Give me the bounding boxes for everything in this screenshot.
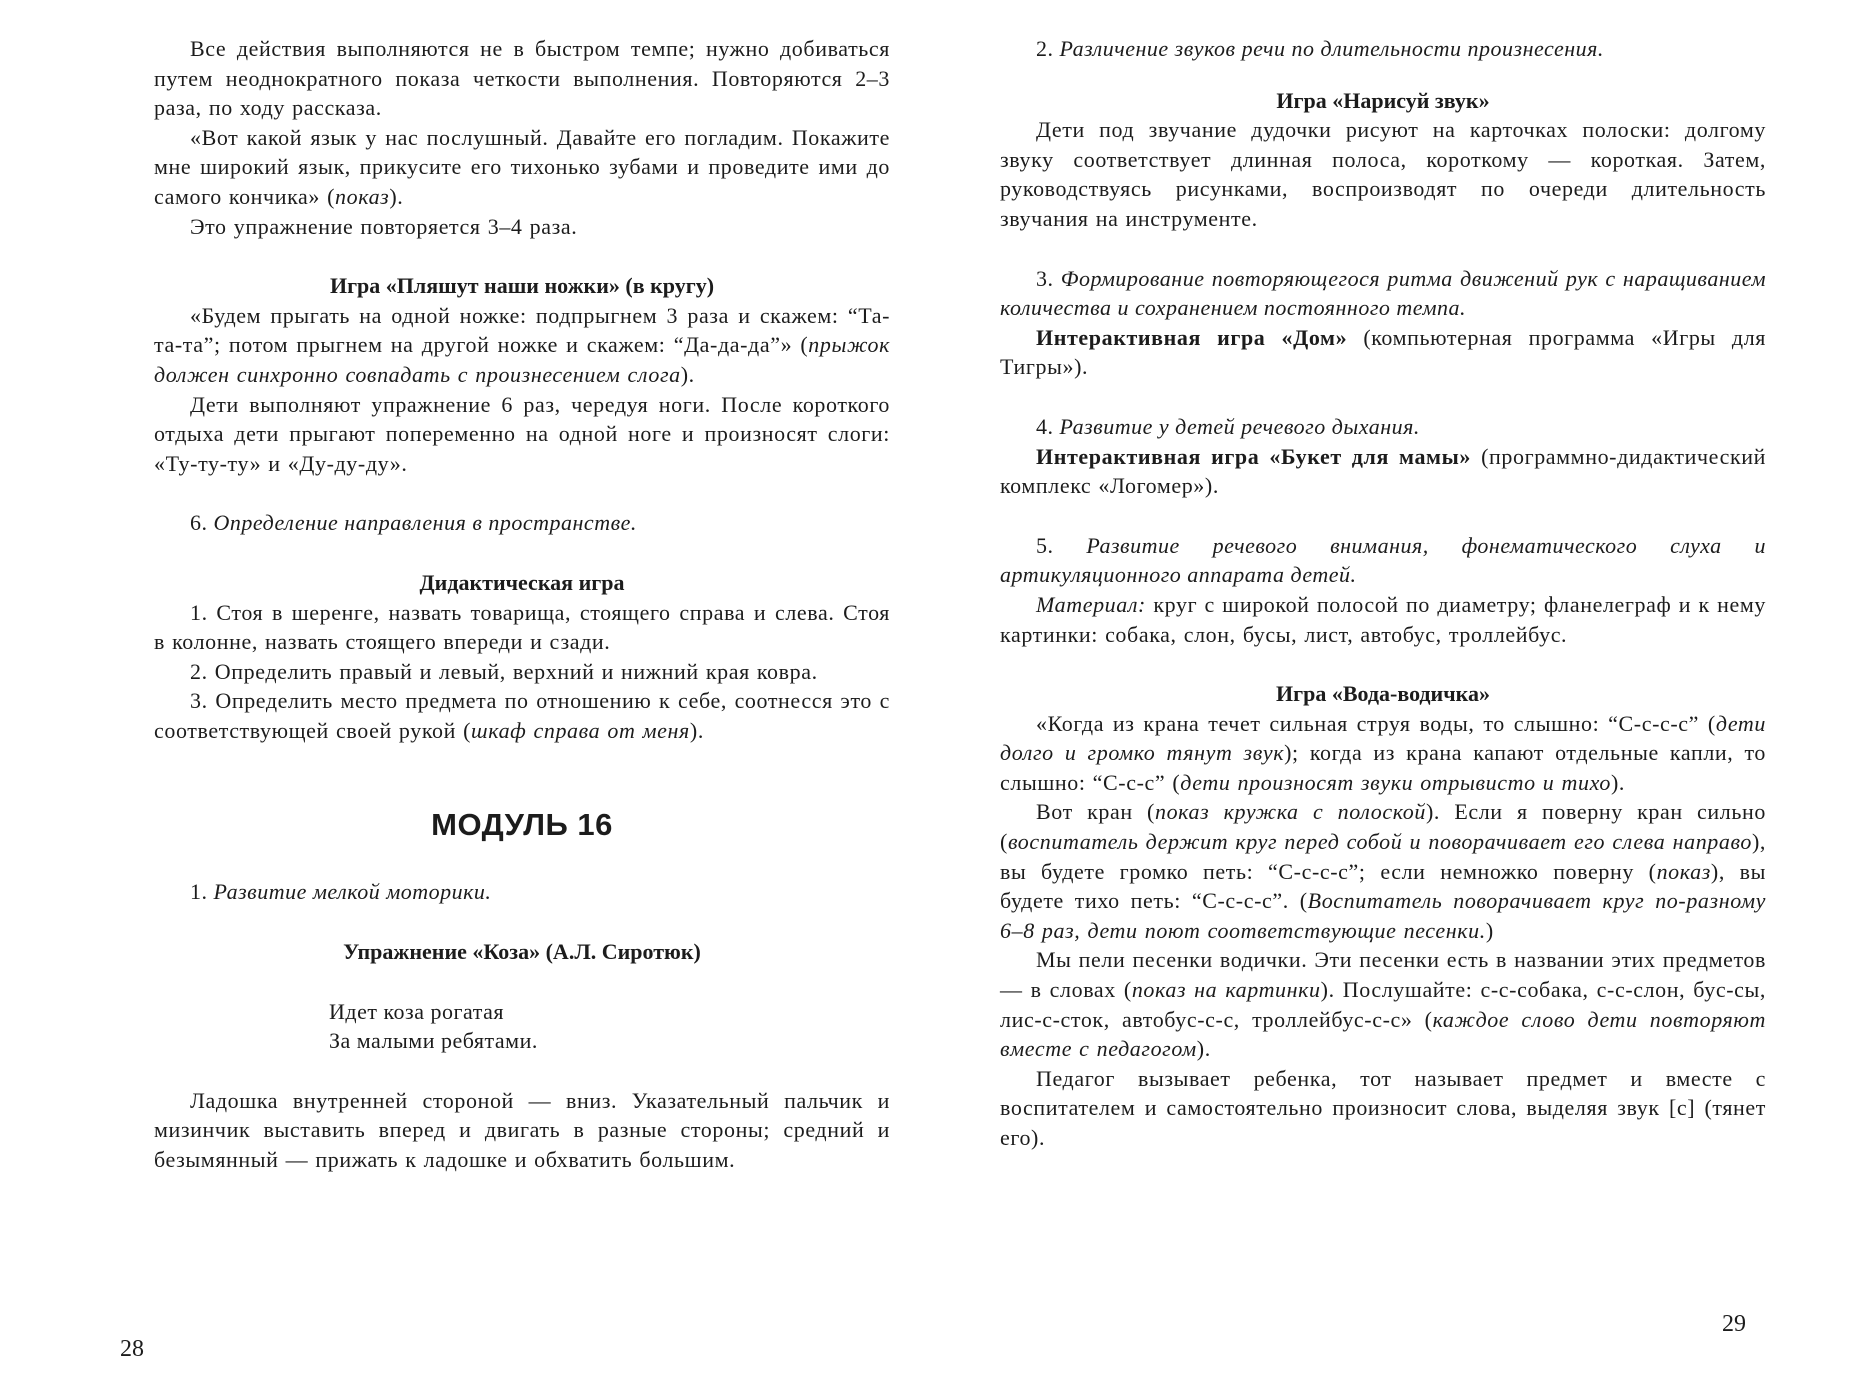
game-title-dancing-feet: Игра «Пляшут наши ножки» (в кругу) [329,273,715,299]
section-title: Развитие мелкой моторики. [213,879,492,905]
left-paragraph-1: Все действия выполняются не в быстром темпе; нужно добиваться путем неоднократного показа четкости выполнения. Повторяются 2–3 раза, по ходу рассказа. [154,36,890,121]
section-number: 1. [190,879,208,905]
right-paragraph-2 [1000,709,1766,798]
bold-run: Интерактивная игра «Дом» [1036,324,1348,350]
game-title-water: Игра «Вода-водичка» [1276,681,1490,707]
page-number-left: 28 [120,1336,144,1362]
text-run: «Вот какой язык у нас послушный. Давайте его погладим. Покажите мне широкий язык, прикусите его тихонько зубами и проведите ими до самого кончика» ( [154,124,890,209]
section-title: Развитие у детей речевого дыхания. [1059,413,1420,439]
italic-run: показ [335,183,390,209]
italic-run: показ [1656,858,1711,884]
section-number: 6. [190,510,208,536]
section-title: Различение звуков речи по длительности произнесения. [1059,36,1604,61]
text-run: ). [1610,769,1626,795]
italic-run: каждое слово дети повторяют вместе с педагогом [1000,1006,1766,1062]
right-paragraph-5: Педагог вызывает ребенка, тот называет предмет и вместе с воспитателем и самостоятельно произносит слова, выделяя звук [с] (тянет его). [1000,1065,1766,1150]
section-title: Формирование повторяющегося ритма движений рук с наращиванием количества и сохранением постоянного темпа. [1000,265,1766,321]
section-number: 3. [1036,265,1054,291]
section-3-heading [1000,264,1766,323]
text-run: Вот кран ( [1036,799,1155,825]
section-number: 5. [1036,532,1054,558]
list-item-1: 1. Стоя в шеренге, назвать товарища, стоящего справа и слева. Стоя в колонне, назвать стоящего впереди и сзади. [154,599,890,655]
italic-run: Материал: [1036,591,1146,617]
italic-run: показ кружка с полоской [1154,799,1426,825]
italic-run: шкаф справа от меня [471,717,690,743]
section-title: Определение направления в пространстве. [213,510,637,536]
interactive-game-house [1000,323,1766,382]
module-section-1-heading [154,877,890,907]
section-5-heading [1000,531,1766,590]
section-2-heading [1000,34,1766,64]
italic-run: дети произносят звуки отрывисто и тихо [1180,769,1611,795]
module-title: МОДУЛЬ 16 [431,807,613,843]
text-run: ); когда из крана капают отдельные капли, то слышно: “С-с-с” ( [1000,740,1766,795]
right-paragraph-3 [1000,797,1766,945]
game-title-didactic: Дидактическая игра [419,569,625,595]
section-6-heading [154,508,890,538]
interactive-game-bouquet [1000,442,1766,501]
list-item-3 [154,686,890,745]
italic-run: показ на картинки [1131,977,1321,1003]
game-title-draw-sound: Игра «Нарисуй звук» [1276,87,1490,113]
italic-run: прыжок должен синхронно совпадать с произнесением слога [154,332,890,387]
italic-run: воспитатель держит круг перед собой и поворачивает его слева направо [1007,829,1752,855]
left-paragraph-3: Это упражнение повторяется 3–4 раза. [190,213,578,239]
text-run: ). Если я поверну кран сильно ( [1000,799,1766,855]
text-run: ). [680,361,695,387]
text-run: «Будем прыгать на одной ножке: подпрыгнем 3 раза и скажем: “Та-та-та”; потом прыгнем на другой ножке и скажем: “Да-да-да”» ( [154,302,890,358]
left-paragraph-6: Ладошка внутренней стороной — вниз. Указательный пальчик и мизинчик выставить вперед и двигать в разные стороны; средний и безымянный — прижать к ладошке и обхватить большим. [154,1087,890,1173]
right-paragraph-1: Дети под звучание дудочки рисуют на карточках полоски: долгому звуку соответствует длинная полоса, короткому — короткая. Затем, руководствуясь рисунками, воспроизводят по очереди длительность звучания на инструменте. [1000,117,1766,231]
text-run: «Когда из крана течет сильная струя воды, то слышно: “С-с-с-с” ( [1036,710,1716,736]
right-page-text [1000,34,1766,1153]
text-run: ). [389,183,404,209]
left-paragraph-5: Дети выполняют упражнение 6 раз, чередуя ноги. После короткого отдыха дети прыгают попеременно на одной ноге и произносят слоги: «Ту-ту-ту» и «Ду-ду-ду». [154,391,890,476]
list-item-2: 2. Определить правый и левый, верхний и нижний края ковра. [190,658,818,684]
text-run: (компьютерная программа «Игры для Тигры»). [1000,324,1766,380]
text-run: 3. Определить место предмета по отношению к себе, соотнесся это с соответствующей своей рукой ( [154,688,890,743]
text-run: Мы пели песенки водички. Эти песенки есть в названии этих предметов — в словах ( [1000,947,1766,1003]
section-title: Развитие речевого внимания, фонематического слуха и артикуляционного аппарата детей. [1000,532,1766,588]
poem-line-2: За малыми ребятами. [329,1028,538,1054]
text-run: ). Послушайте: с-с-собака, с-с-слон, бус-сы, лис-с-сток, автобус-с-с, троллейбус-с-с» ( [1000,977,1766,1032]
left-paragraph-4 [154,301,890,390]
text-run: ), вы будете громко петь: “С-с-с-с”; если немножко поверну ( [1000,829,1766,884]
page-number-right: 29 [1722,1311,1746,1337]
left-paragraph-2 [154,123,890,212]
section-4-heading [1000,412,1766,442]
section-number: 4. [1036,413,1054,439]
bold-run: Интерактивная игра «Букет для мамы» [1036,443,1472,469]
text-run: ). [689,717,704,743]
text-run: круг с широкой полосой по диаметру; фланелеграф и к нему картинки: собака, слон, бусы, лист, автобус, троллейбус. [1000,591,1766,647]
text-run: ). [1196,1036,1211,1062]
text-run: ) [1485,917,1494,943]
italic-run: Воспитатель поворачивает круг по-разному 6–8 раз, дети поют соответствующие песенки. [1000,888,1766,943]
italic-run: дети долго и громко тянут звук [1000,710,1766,766]
exercise-title-goat: Упражнение «Коза» (А.Л. Сиротюк) [343,939,701,965]
text-run: ), вы будете тихо петь: “С-с-с-с”. ( [1000,858,1766,914]
material-paragraph [1000,590,1766,649]
right-paragraph-4 [1000,945,1766,1063]
poem-line-1: Идет коза рогатая [329,998,504,1024]
left-page-text [154,34,890,1175]
text-run: (программно-дидактический комплекс «Логомер»). [1000,443,1766,499]
section-number: 2. [1036,36,1054,61]
